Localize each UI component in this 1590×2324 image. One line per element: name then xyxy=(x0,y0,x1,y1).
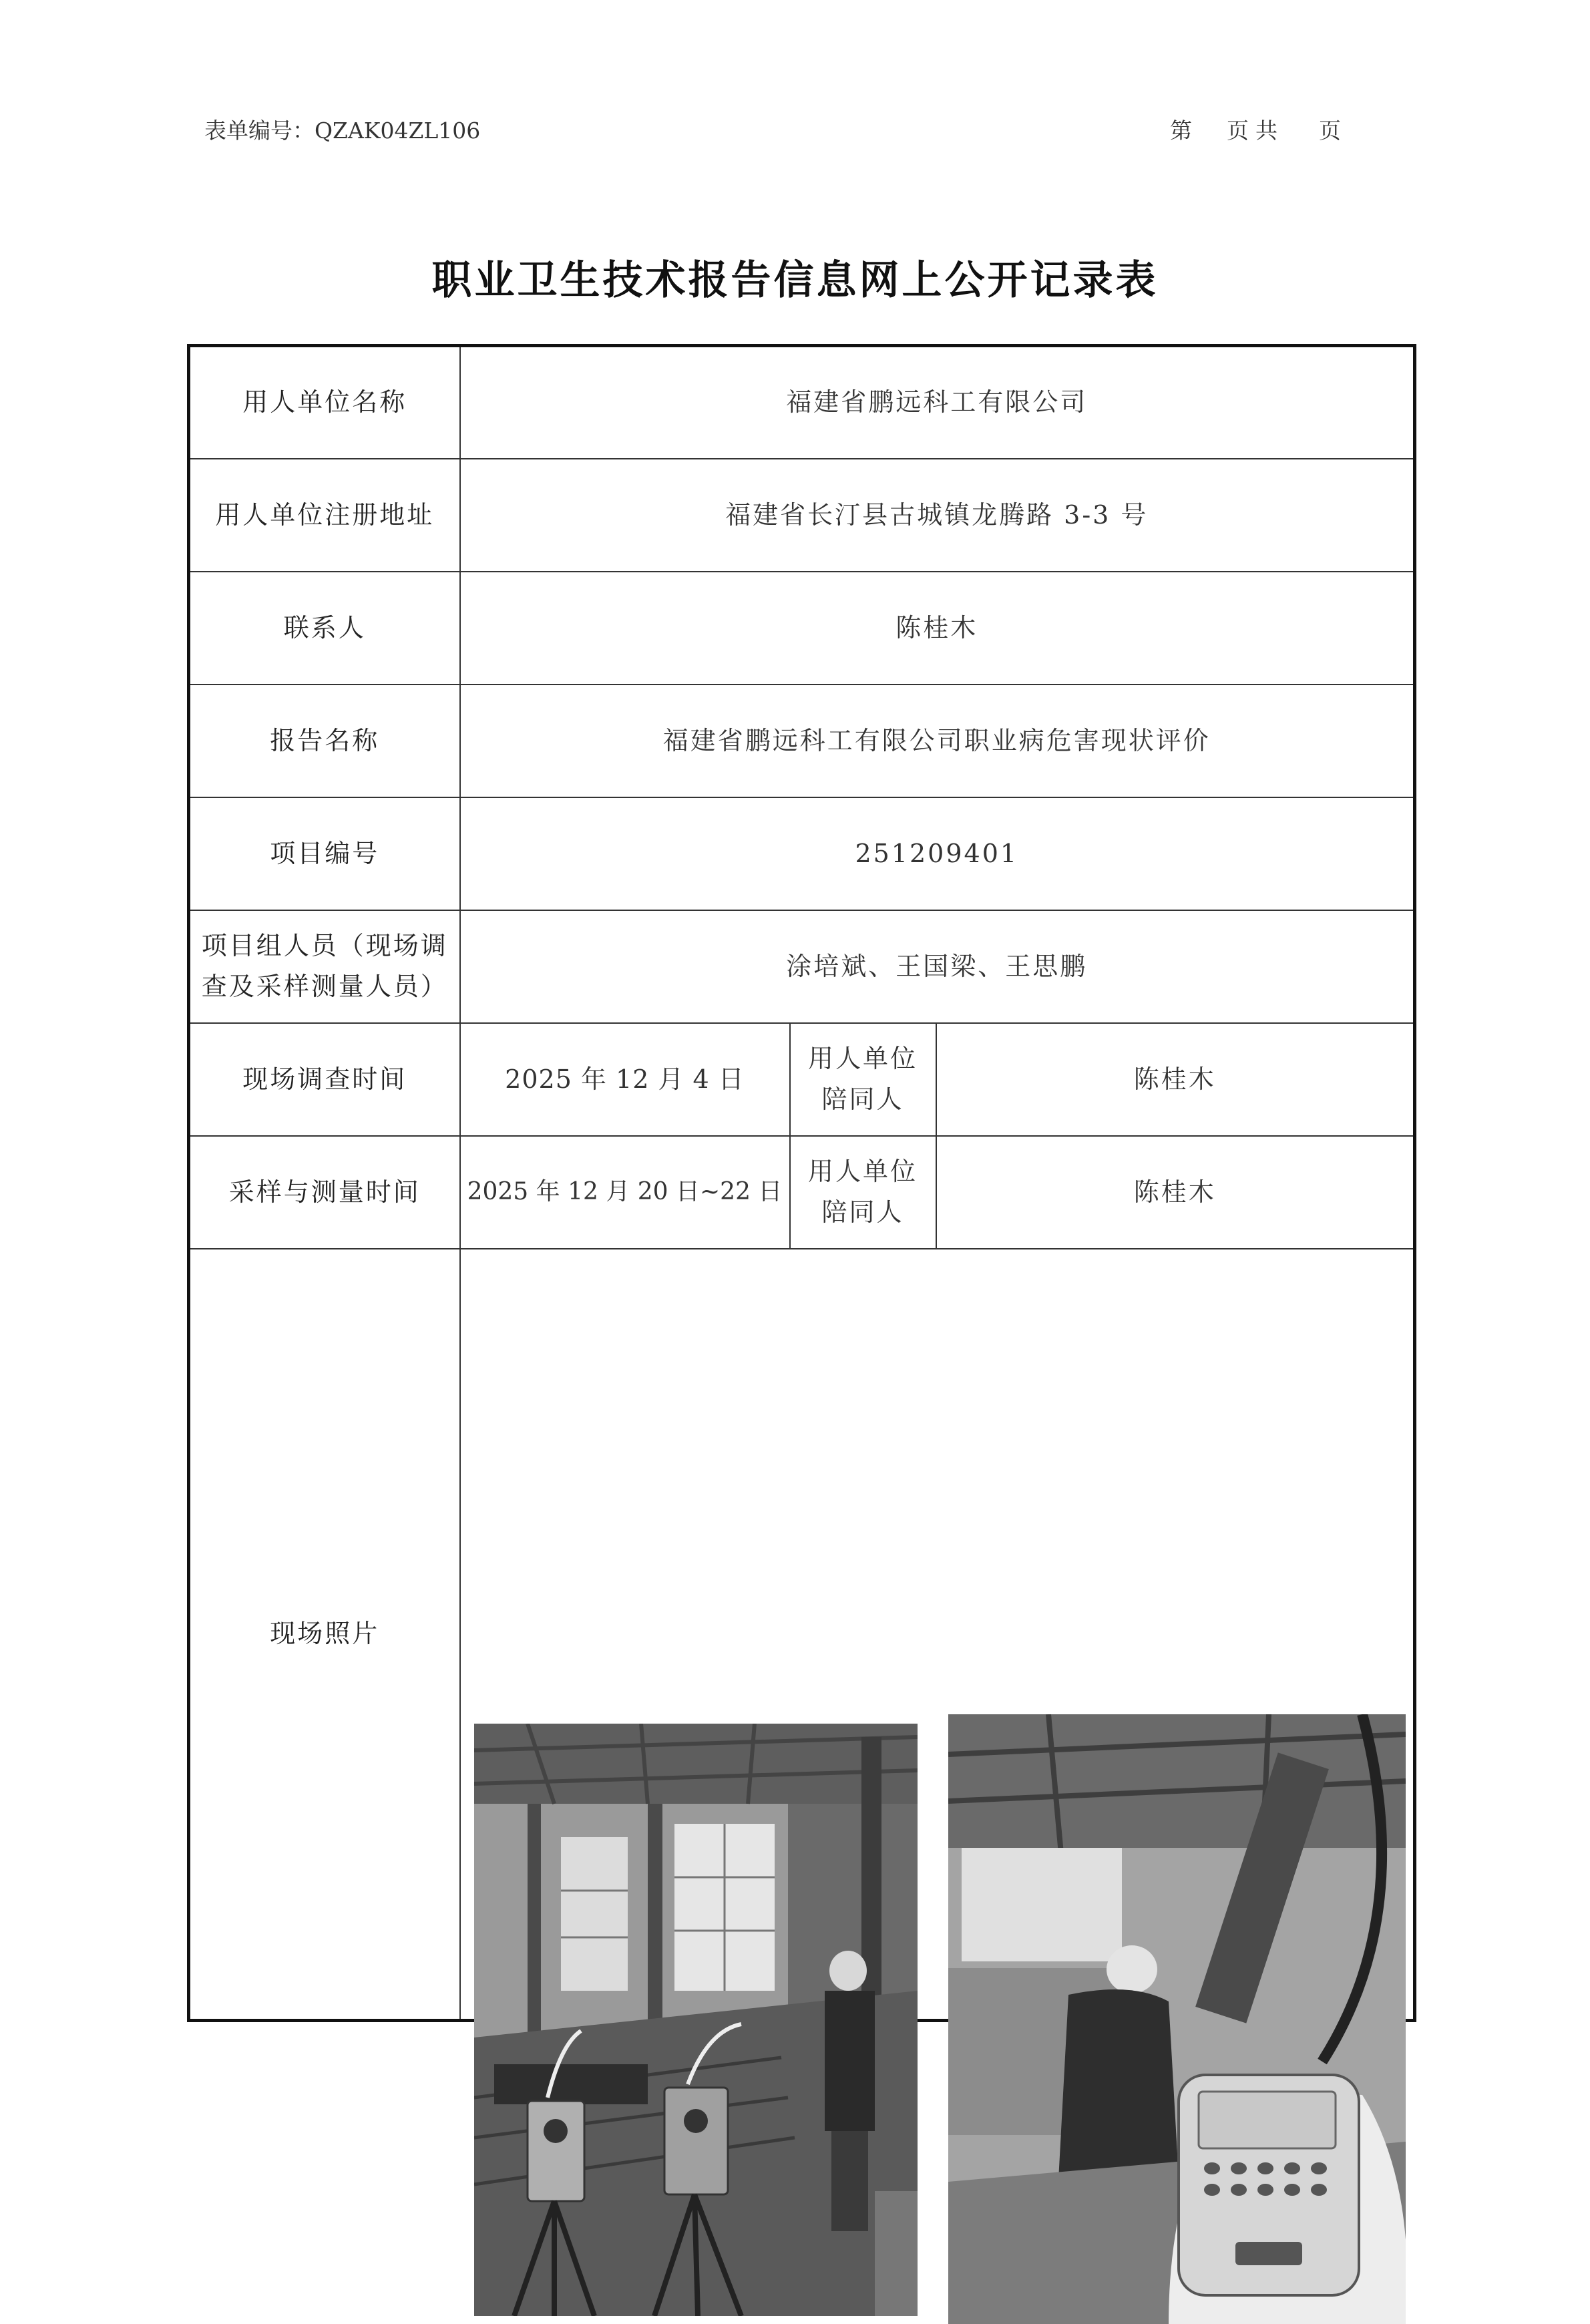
row-survey-time xyxy=(189,1023,1415,1136)
team-value: 涂培斌、王国梁、王思鹏 xyxy=(460,910,1415,1023)
team-label: 项目组人员（现场调查及采样测量人员） xyxy=(189,910,460,1023)
sampling-time-value: 2025 年 12 月 20 日~22 日 xyxy=(460,1136,790,1249)
page-label-2: 页共 xyxy=(1227,118,1284,144)
project-no-value: 251209401 xyxy=(460,797,1415,910)
row-team xyxy=(189,910,1415,1023)
employer-name-value: 福建省鹏远科工有限公司 xyxy=(460,346,1415,459)
form-number: 表单编号：QZAK04ZL106 xyxy=(204,118,481,144)
photos-cell xyxy=(460,1249,1415,2021)
page-title: 职业卫生技术报告信息网上公开记录表 xyxy=(431,257,1159,304)
companion-label-1: 用人单位陪同人 xyxy=(790,1023,936,1136)
row-sampling-time xyxy=(189,1136,1415,1249)
row-contact xyxy=(189,572,1415,685)
site-photo-noise-meter xyxy=(948,1714,1406,2324)
companion-value-1: 陈桂木 xyxy=(936,1023,1415,1136)
row-project-no xyxy=(189,797,1415,910)
report-name-value: 福建省鹏远科工有限公司职业病危害现状评价 xyxy=(460,685,1415,797)
record-table xyxy=(187,344,1416,2022)
page-label-1: 第 xyxy=(1170,118,1192,144)
address-label: 用人单位注册地址 xyxy=(189,459,460,572)
sampling-time-label: 采样与测量时间 xyxy=(189,1136,460,1249)
page-label-3: 页 xyxy=(1319,118,1341,144)
companion-label-2: 用人单位陪同人 xyxy=(790,1136,936,1249)
row-report-name xyxy=(189,685,1415,797)
contact-value: 陈桂木 xyxy=(460,572,1415,685)
page-indicator xyxy=(1170,114,1341,145)
survey-time-label: 现场调查时间 xyxy=(189,1023,460,1136)
row-address xyxy=(189,459,1415,572)
row-photos xyxy=(189,1249,1415,2021)
contact-label: 联系人 xyxy=(189,572,460,685)
address-value: 福建省长汀县古城镇龙腾路 3-3 号 xyxy=(460,459,1415,572)
report-name-label: 报告名称 xyxy=(189,685,460,797)
row-employer-name xyxy=(189,346,1415,459)
employer-name-label: 用人单位名称 xyxy=(189,346,460,459)
photos-label: 现场照片 xyxy=(189,1249,460,2021)
project-no-label: 项目编号 xyxy=(189,797,460,910)
companion-value-2: 陈桂木 xyxy=(936,1136,1415,1249)
survey-time-value: 2025 年 12 月 4 日 xyxy=(460,1023,790,1136)
site-photo-sampling-pumps xyxy=(474,1724,918,2316)
